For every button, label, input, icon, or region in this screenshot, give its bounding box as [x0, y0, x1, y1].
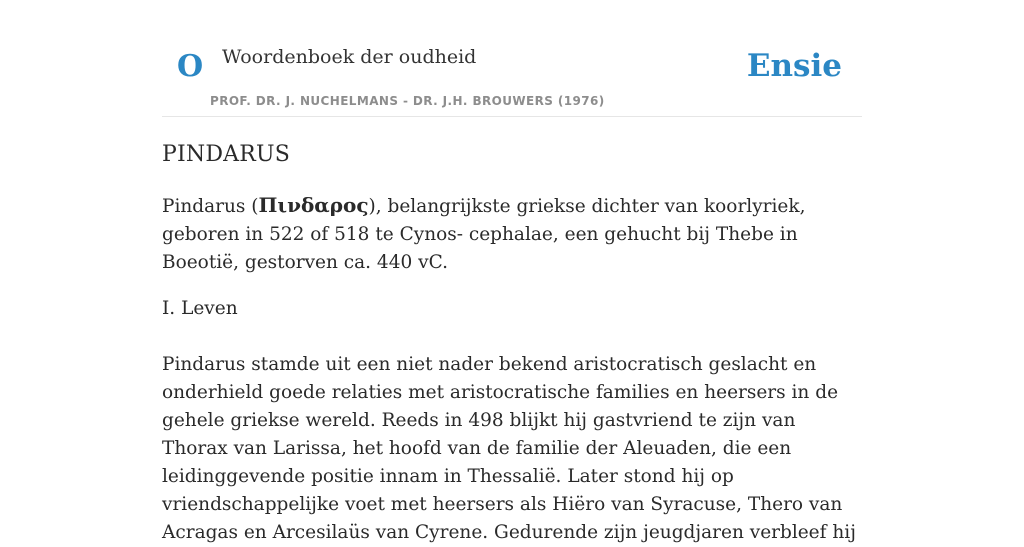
- ensie-logo-link[interactable]: Ensie: [746, 48, 842, 84]
- header: [162, 0, 862, 117]
- entry-title: PINDARUS: [162, 142, 291, 167]
- intro-text-before: Pindarus (: [162, 196, 259, 217]
- entry-content: [162, 140, 862, 547]
- entry-paragraph: Pindarus stamde uit een niet nader bekend aristocratisch geslacht en onderhield goede relaties met aristocratische families en heersers in de gehele griekse wereld. Reeds in 498 blijkt hij gastvriend te zijn van Thorax van Larissa, het hoofd van de familie der Aleuaden, die een leidinggevende positie innam in Thessalië. Later stond hij op vriendschappelijke voet met heersers als Hiëro van Syracuse, Thero van Acragas en Arcesilaüs van Cyrene. Gedurende zijn jeugdjaren verbleef hij: [162, 354, 856, 543]
- book-title-link[interactable]: Woordenboek der oudheid: [222, 46, 477, 68]
- book-authors: PROF. DR. J. NUCHELMANS - DR. J.H. BROUWERS (1976): [210, 94, 605, 108]
- greek-name: Πινδαρος: [258, 193, 369, 217]
- letter-index-link[interactable]: O: [177, 49, 204, 84]
- section-heading: I. Leven: [162, 298, 238, 319]
- entry-intro: [162, 191, 862, 277]
- intro-text-after: ), belangrijkste griekse dichter van koorlyriek, geboren in 522 of 518 te Cynos- cephalae, een gehucht bij Thebe in Boeotië, gestorven ca. 440 vC.: [162, 196, 806, 273]
